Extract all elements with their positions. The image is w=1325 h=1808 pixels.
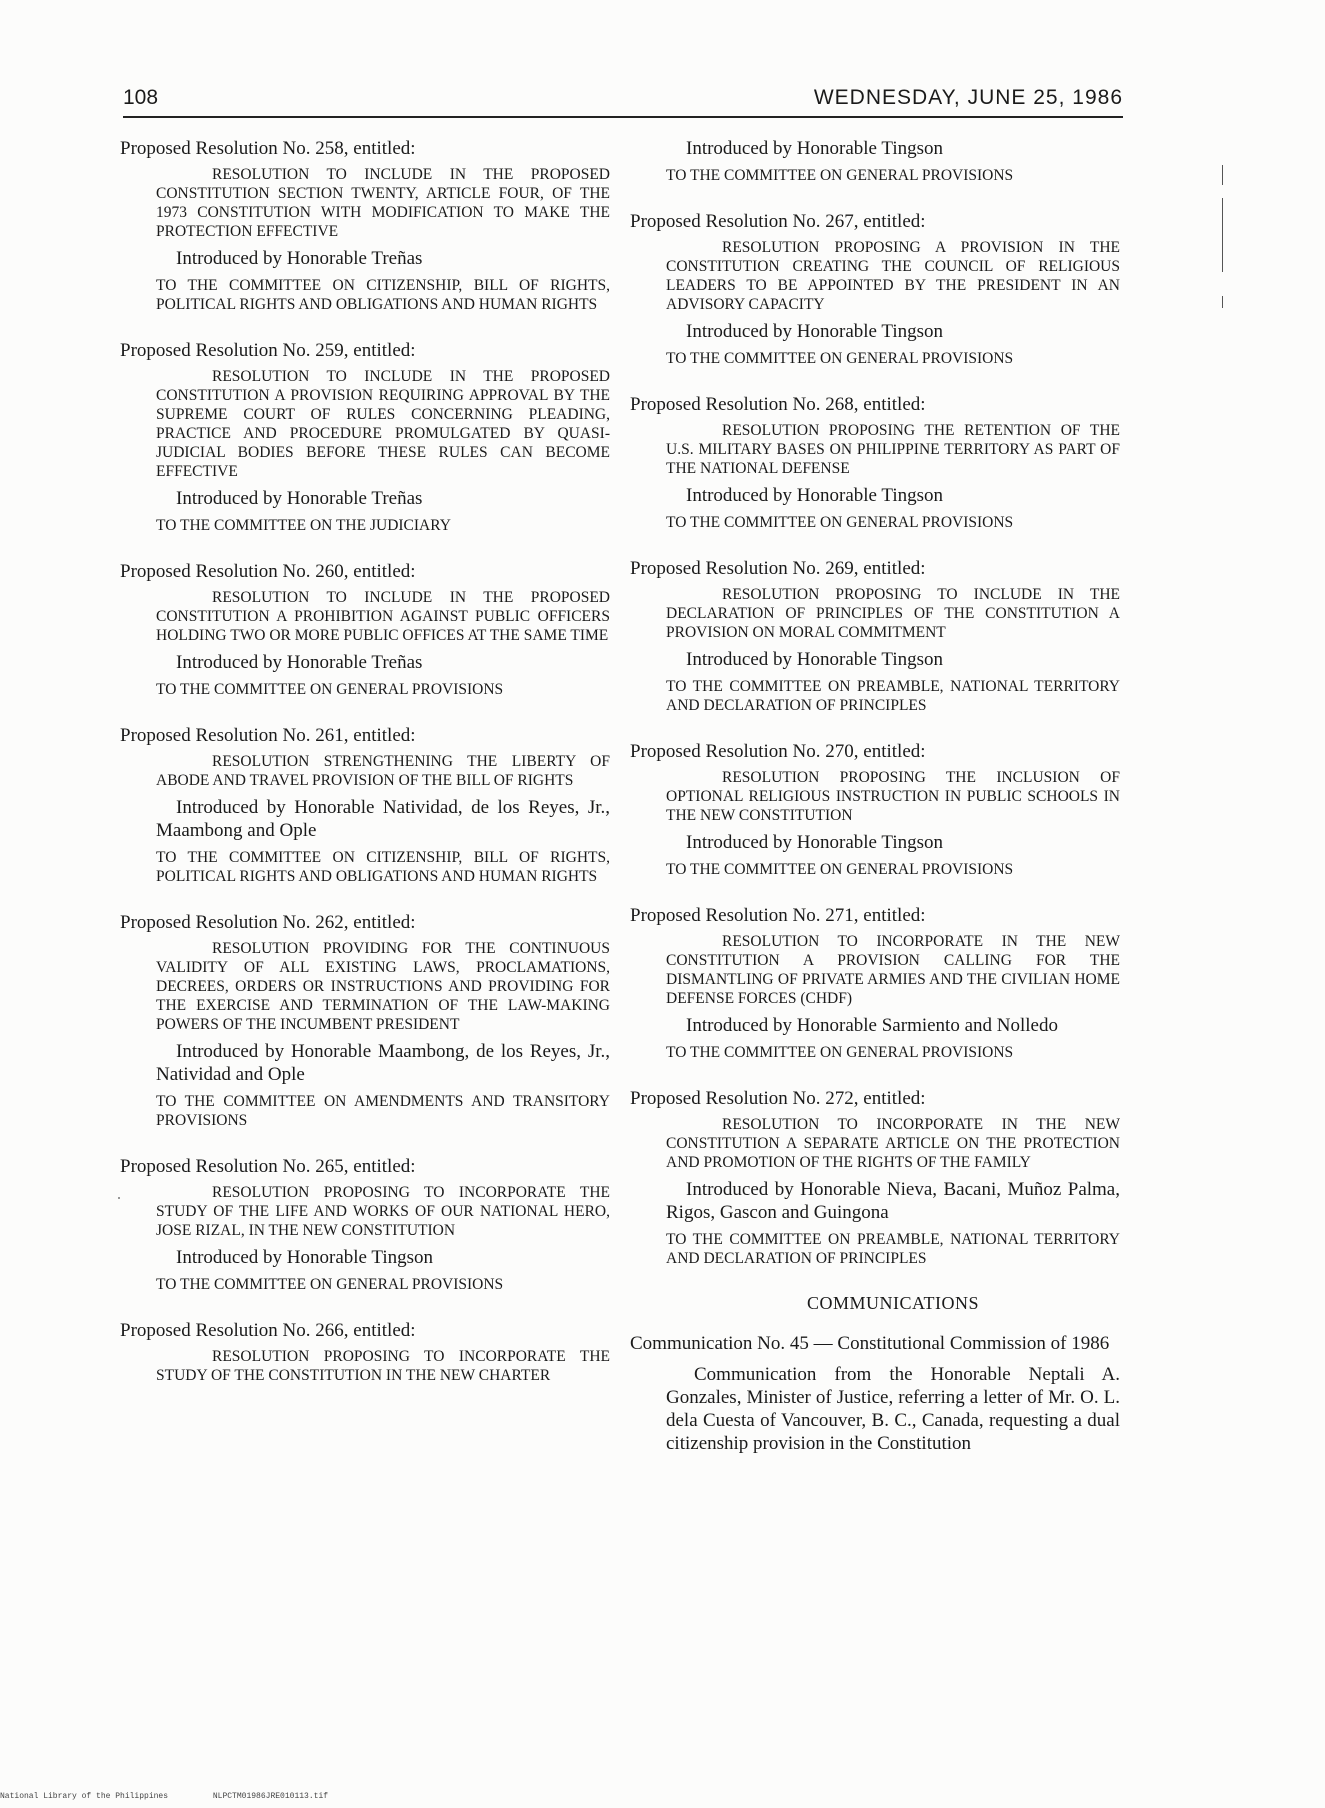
resolution-committee: TO THE COMMITTEE ON GENERAL PROVISIONS — [666, 514, 1014, 531]
running-head-date: WEDNESDAY, JUNE 25, 1986 — [813, 86, 1123, 109]
communication-title: Communication No. 45 — Constitutional Commission of 1986 — [630, 1333, 1110, 1354]
resolution-introducer: Introduced by Honorable Treñas — [176, 248, 423, 269]
resolution-committee: TO THE COMMITTEE ON PREAMBLE, NATIONAL TERRITORY AND DECLARATION OF PRINCIPLES — [666, 678, 1120, 714]
resolution-266 — [120, 1319, 610, 1385]
communications-heading: COMMUNICATIONS — [806, 1293, 979, 1313]
resolution-text: RESOLUTION PROPOSING TO INCORPORATE THE STUDY OF THE LIFE AND WORKS OF OUR NATIONAL HERO, JOSE RIZAL, IN THE NEW CONSTITUTION — [156, 1184, 610, 1239]
resolution-text: RESOLUTION TO INCORPORATE IN THE NEW CONSTITUTION A SEPARATE ARTICLE ON THE PROTECTION AND PROMOTION OF THE RIGHTS OF THE FAMILY — [666, 1116, 1120, 1171]
resolution-271 — [630, 904, 1120, 1062]
right-column — [630, 137, 1120, 1455]
resolution-introducer: Introduced by Honorable Treñas — [176, 488, 423, 509]
resolution-272 — [630, 1087, 1120, 1268]
resolution-260 — [120, 560, 610, 699]
resolution-committee: TO THE COMMITTEE ON GENERAL PROVISIONS — [156, 1276, 504, 1293]
resolution-committee: TO THE COMMITTEE ON PREAMBLE, NATIONAL TERRITORY AND DECLARATION OF PRINCIPLES — [666, 1231, 1120, 1267]
resolution-title: Proposed Resolution No. 267, entitled: — [630, 211, 926, 232]
resolution-261 — [120, 724, 610, 886]
footer-library: National Library of the Philippines — [0, 1792, 169, 1801]
resolution-text: RESOLUTION PROVIDING FOR THE CONTINUOUS VALIDITY OF ALL EXISTING LAWS, PROCLAMATIONS, DECREES, ORDERS OR INSTRUCTIONS AND PROVIDING FOR THE EXERCISE AND TERMINATION OF THE LAW-MAKING POWERS OF THE INCUMBENT PRESIDENT — [156, 940, 610, 1033]
scan-margin-mark — [1222, 165, 1223, 185]
resolution-265 — [120, 1155, 610, 1294]
resolution-introducer: Introduced by Honorable Tingson — [686, 832, 944, 853]
resolution-269 — [630, 557, 1120, 715]
resolution-title: Proposed Resolution No. 265, entitled: — [120, 1156, 416, 1177]
resolution-text: RESOLUTION TO INCLUDE IN THE PROPOSED CONSTITUTION SECTION TWENTY, ARTICLE FOUR, OF THE 1973 CONSTITUTION WITH MODIFICATION TO MAKE THE PROTECTION EFFECTIVE — [156, 166, 610, 240]
resolution-committee: TO THE COMMITTEE ON THE JUDICIARY — [156, 517, 451, 534]
resolution-259 — [120, 339, 610, 535]
resolution-introducer: Introduced by Honorable Treñas — [176, 652, 423, 673]
resolution-text: RESOLUTION STRENGTHENING THE LIBERTY OF ABODE AND TRAVEL PROVISION OF THE BILL OF RIGHTS — [156, 753, 610, 789]
resolution-introducer: Introduced by Honorable Maambong, de los Reyes, Jr., Natividad and Ople — [156, 1041, 610, 1085]
resolution-title: Proposed Resolution No. 258, entitled: — [120, 138, 416, 159]
resolution-committee: TO THE COMMITTEE ON GENERAL PROVISIONS — [666, 1044, 1014, 1061]
page-header — [123, 86, 1123, 118]
resolution-title: Proposed Resolution No. 271, entitled: — [630, 905, 926, 926]
resolution-266-committee: TO THE COMMITTEE ON GENERAL PROVISIONS — [666, 167, 1014, 184]
resolution-text: RESOLUTION PROPOSING TO INCLUDE IN THE DECLARATION OF PRINCIPLES OF THE CONSTITUTION A PROVISION ON MORAL COMMITMENT — [666, 586, 1120, 641]
resolution-text: RESOLUTION TO INCLUDE IN THE PROPOSED CONSTITUTION A PROVISION REQUIRING APPROVAL BY THE SUPREME COURT OF RULES CONCERNING PLEADING, PRACTICE AND PROCEDURE PROMULGATED BY QUASI-JUDICIAL BODIES BEFORE THESE RULES CAN BECOME EFFECTIVE — [156, 368, 610, 480]
resolution-title: Proposed Resolution No. 266, entitled: — [120, 1320, 416, 1341]
resolution-introducer: Introduced by Honorable Nieva, Bacani, Muñoz Palma, Rigos, Gascon and Guingona — [666, 1179, 1120, 1223]
resolution-text: RESOLUTION PROPOSING TO INCORPORATE THE STUDY OF THE CONSTITUTION IN THE NEW CHARTER — [156, 1348, 610, 1384]
resolution-title: Proposed Resolution No. 270, entitled: — [630, 741, 926, 762]
resolution-committee: TO THE COMMITTEE ON GENERAL PROVISIONS — [156, 681, 504, 698]
resolution-introducer: Introduced by Honorable Tingson — [686, 485, 944, 506]
resolution-committee: TO THE COMMITTEE ON CITIZENSHIP, BILL OF RIGHTS, POLITICAL RIGHTS AND OBLIGATIONS AND HUMAN RIGHTS — [156, 277, 610, 313]
scan-margin-mark — [1222, 296, 1223, 308]
resolution-270 — [630, 740, 1120, 879]
resolution-title: Proposed Resolution No. 261, entitled: — [120, 725, 416, 746]
resolution-267 — [630, 210, 1120, 368]
resolution-introducer: Introduced by Honorable Sarmiento and Nolledo — [686, 1015, 1058, 1036]
page-number: 108 — [123, 86, 159, 109]
resolution-262 — [120, 911, 610, 1130]
resolution-title: Proposed Resolution No. 269, entitled: — [630, 558, 926, 579]
resolution-title: Proposed Resolution No. 268, entitled: — [630, 394, 926, 415]
resolution-text: RESOLUTION TO INCLUDE IN THE PROPOSED CONSTITUTION A PROHIBITION AGAINST PUBLIC OFFICERS HOLDING TWO OR MORE PUBLIC OFFICES AT THE SAME TIME — [156, 589, 610, 644]
resolution-258 — [120, 137, 610, 314]
resolution-introducer: Introduced by Honorable Tingson — [686, 321, 944, 342]
resolution-title: Proposed Resolution No. 259, entitled: — [120, 340, 416, 361]
resolution-title: Proposed Resolution No. 262, entitled: — [120, 912, 416, 933]
resolution-text: RESOLUTION PROPOSING THE RETENTION OF THE U.S. MILITARY BASES ON PHILIPPINE TERRITORY AS PART OF THE NATIONAL DEFENSE — [666, 422, 1120, 477]
scan-margin-mark — [1222, 198, 1223, 272]
resolution-text: RESOLUTION PROPOSING A PROVISION IN THE CONSTITUTION CREATING THE COUNCIL OF RELIGIOUS LEADERS TO BE APPOINTED BY THE PRESIDENT IN AN ADVISORY CAPACITY — [666, 239, 1120, 313]
footer-file: NLPCTM01986JRE010113.tif — [212, 1792, 329, 1801]
resolution-introducer: Introduced by Honorable Natividad, de los Reyes, Jr., Maambong and Ople — [156, 797, 610, 841]
resolution-text: RESOLUTION TO INCORPORATE IN THE NEW CONSTITUTION A PROVISION CALLING FOR THE DISMANTLING OF PRIVATE ARMIES AND THE CIVILIAN HOME DEFENSE FORCES (CHDF) — [666, 933, 1120, 1007]
scan-speck — [118, 1197, 120, 1199]
left-column — [120, 137, 610, 1410]
resolution-text: RESOLUTION PROPOSING THE INCLUSION OF OPTIONAL RELIGIOUS INSTRUCTION IN PUBLIC SCHOOLS IN THE NEW CONSTITUTION — [666, 769, 1120, 824]
resolution-committee: TO THE COMMITTEE ON AMENDMENTS AND TRANSITORY PROVISIONS — [156, 1093, 610, 1129]
resolution-committee: TO THE COMMITTEE ON GENERAL PROVISIONS — [666, 350, 1014, 367]
resolution-introducer: Introduced by Honorable Tingson — [176, 1247, 434, 1268]
resolution-268 — [630, 393, 1120, 532]
communication-body: Communication from the Honorable Neptali A. Gonzales, Minister of Justice, referring a letter of Mr. O. L. dela Cuesta of Vancouver, B. C., Canada, requesting a dual citizenship provision in the Constitution — [666, 1364, 1120, 1454]
resolution-introducer: Introduced by Honorable Tingson — [686, 649, 944, 670]
resolution-committee: TO THE COMMITTEE ON CITIZENSHIP, BILL OF RIGHTS, POLITICAL RIGHTS AND OBLIGATIONS AND HUMAN RIGHTS — [156, 849, 610, 885]
resolution-266-introducer: Introduced by Honorable Tingson — [686, 138, 944, 159]
scan-footer — [0, 1792, 328, 1801]
resolution-title: Proposed Resolution No. 272, entitled: — [630, 1088, 926, 1109]
resolution-committee: TO THE COMMITTEE ON GENERAL PROVISIONS — [666, 861, 1014, 878]
resolution-title: Proposed Resolution No. 260, entitled: — [120, 561, 416, 582]
